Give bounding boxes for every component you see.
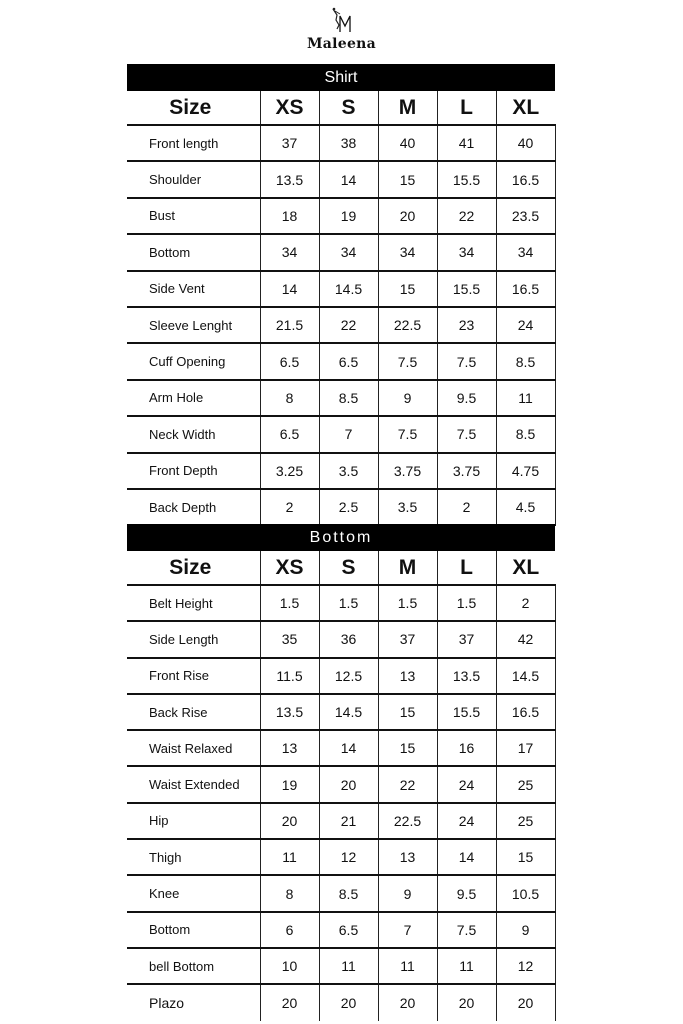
bottom-table-body [127,585,555,1021]
column-header: L [437,551,496,585]
measurement-value: 34 [378,234,437,270]
measurement-value: 17 [496,730,555,766]
measurement-value: 3.25 [260,453,319,489]
measurement-value: 8.5 [496,416,555,452]
measurement-value: 42 [496,621,555,657]
measurement-value: 9.5 [437,380,496,416]
measurement-value: 9 [496,912,555,948]
measurement-label: Hip [127,803,260,839]
measurement-value: 4.5 [496,489,555,525]
measurement-value: 22 [437,198,496,234]
table-row [127,948,555,984]
measurement-label: Neck Width [127,416,260,452]
measurement-value: 12.5 [319,658,378,694]
table-row [127,198,555,234]
column-header: L [437,91,496,125]
table-row [127,803,555,839]
table-row [127,453,555,489]
table-row [127,912,555,948]
measurement-value: 34 [319,234,378,270]
column-header: S [319,551,378,585]
measurement-value: 22.5 [378,307,437,343]
measurement-value: 12 [496,948,555,984]
measurement-value: 13.5 [260,161,319,197]
measurement-value: 34 [260,234,319,270]
measurement-label: Bottom [127,234,260,270]
measurement-value: 3.75 [437,453,496,489]
shirt-size-table [127,91,556,526]
measurement-value: 35 [260,621,319,657]
measurement-value: 40 [378,125,437,161]
table-row [127,839,555,875]
table-row [127,621,555,657]
measurement-value: 14 [437,839,496,875]
measurement-value: 22 [378,766,437,802]
measurement-value: 15 [496,839,555,875]
measurement-value: 15 [378,161,437,197]
table-header-row [127,551,555,585]
measurement-value: 8.5 [319,380,378,416]
table-row [127,766,555,802]
measurement-value: 11 [437,948,496,984]
table-row [127,658,555,694]
brand-name: Maleena [306,36,377,52]
measurement-label: Thigh [127,839,260,875]
shirt-table-body [127,125,555,525]
measurement-value: 9 [378,380,437,416]
measurement-label: Knee [127,875,260,911]
measurement-value: 15.5 [437,161,496,197]
measurement-value: 25 [496,766,555,802]
measurement-value: 7.5 [437,343,496,379]
table-row [127,343,555,379]
measurement-value: 1.5 [260,585,319,621]
column-header: XS [260,91,319,125]
table-row [127,730,555,766]
table-row [127,307,555,343]
table-row [127,380,555,416]
measurement-value: 37 [437,621,496,657]
measurement-value: 12 [319,839,378,875]
measurement-value: 1.5 [437,585,496,621]
measurement-label: bell Bottom [127,948,260,984]
measurement-value: 3.5 [319,453,378,489]
column-header: M [378,91,437,125]
measurement-label: Back Depth [127,489,260,525]
table-header-row [127,91,555,125]
measurement-value: 37 [260,125,319,161]
measurement-value: 15 [378,694,437,730]
measurement-value: 6.5 [260,343,319,379]
table-row [127,585,555,621]
measurement-value: 25 [496,803,555,839]
measurement-value: 20 [496,984,555,1020]
measurement-value: 24 [496,307,555,343]
measurement-value: 6 [260,912,319,948]
measurement-label: Front Depth [127,453,260,489]
table-row [127,694,555,730]
measurement-label: Belt Height [127,585,260,621]
column-header: XL [496,91,555,125]
measurement-value: 9.5 [437,875,496,911]
measurement-value: 2 [260,489,319,525]
measurement-value: 1.5 [319,585,378,621]
measurement-value: 20 [319,766,378,802]
measurement-value: 34 [496,234,555,270]
measurement-value: 41 [437,125,496,161]
measurement-value: 15.5 [437,694,496,730]
column-header: M [378,551,437,585]
column-header: Size [127,91,260,125]
measurement-value: 2 [496,585,555,621]
measurement-value: 10.5 [496,875,555,911]
measurement-value: 23.5 [496,198,555,234]
measurement-value: 14.5 [319,271,378,307]
column-header: XS [260,551,319,585]
measurement-value: 11.5 [260,658,319,694]
measurement-value: 7.5 [378,416,437,452]
measurement-value: 14 [319,730,378,766]
column-header: Size [127,551,260,585]
measurement-value: 11 [378,948,437,984]
measurement-value: 36 [319,621,378,657]
measurement-label: Side Vent [127,271,260,307]
measurement-value: 20 [437,984,496,1020]
measurement-value: 20 [378,198,437,234]
measurement-value: 22.5 [378,803,437,839]
measurement-value: 14 [319,161,378,197]
measurement-value: 22 [319,307,378,343]
measurement-value: 8.5 [496,343,555,379]
measurement-value: 20 [378,984,437,1020]
measurement-value: 8 [260,875,319,911]
table-row [127,416,555,452]
measurement-value: 21.5 [260,307,319,343]
measurement-value: 11 [319,948,378,984]
measurement-value: 13 [378,658,437,694]
measurement-value: 14 [260,271,319,307]
measurement-label: Waist Relaxed [127,730,260,766]
measurement-value: 21 [319,803,378,839]
measurement-value: 15.5 [437,271,496,307]
measurement-value: 18 [260,198,319,234]
measurement-value: 8 [260,380,319,416]
measurement-value: 13 [378,839,437,875]
measurement-value: 19 [260,766,319,802]
measurement-label: Front length [127,125,260,161]
measurement-value: 7 [319,416,378,452]
section-title: Shirt [127,64,555,91]
measurement-value: 13.5 [260,694,319,730]
column-header: XL [496,551,555,585]
bottom-size-section [127,524,555,1021]
measurement-value: 37 [378,621,437,657]
measurement-label: Cuff Opening [127,343,260,379]
measurement-value: 3.5 [378,489,437,525]
measurement-value: 16.5 [496,271,555,307]
table-row [127,161,555,197]
section-title: Bottom [127,524,555,551]
measurement-value: 16 [437,730,496,766]
measurement-label: Plazo [127,984,260,1020]
measurement-value: 20 [260,803,319,839]
measurement-value: 11 [260,839,319,875]
table-row [127,125,555,161]
measurement-value: 16.5 [496,161,555,197]
measurement-label: Front Rise [127,658,260,694]
measurement-value: 19 [319,198,378,234]
measurement-value: 13 [260,730,319,766]
measurement-value: 14.5 [496,658,555,694]
maleena-m-logo-icon [327,6,357,36]
measurement-label: Waist Extended [127,766,260,802]
table-row [127,875,555,911]
measurement-value: 6.5 [319,343,378,379]
measurement-label: Back Rise [127,694,260,730]
measurement-value: 23 [437,307,496,343]
measurement-value: 13.5 [437,658,496,694]
bottom-size-table [127,551,556,1021]
measurement-label: Sleeve Lenght [127,307,260,343]
measurement-value: 24 [437,803,496,839]
measurement-value: 15 [378,271,437,307]
measurement-value: 9 [378,875,437,911]
measurement-label: Shoulder [127,161,260,197]
measurement-value: 10 [260,948,319,984]
measurement-value: 20 [260,984,319,1020]
measurement-value: 34 [437,234,496,270]
table-row [127,984,555,1020]
measurement-label: Bust [127,198,260,234]
table-row [127,234,555,270]
column-header: S [319,91,378,125]
measurement-value: 40 [496,125,555,161]
measurement-label: Side Length [127,621,260,657]
measurement-value: 24 [437,766,496,802]
measurement-value: 6.5 [319,912,378,948]
measurement-value: 3.75 [378,453,437,489]
table-row [127,489,555,525]
measurement-value: 7.5 [437,912,496,948]
measurement-value: 2.5 [319,489,378,525]
measurement-value: 38 [319,125,378,161]
measurement-value: 7.5 [437,416,496,452]
measurement-value: 1.5 [378,585,437,621]
brand-header [0,6,683,52]
measurement-label: Bottom [127,912,260,948]
measurement-value: 6.5 [260,416,319,452]
measurement-value: 14.5 [319,694,378,730]
measurement-value: 2 [437,489,496,525]
measurement-value: 20 [319,984,378,1020]
measurement-value: 16.5 [496,694,555,730]
measurement-value: 7 [378,912,437,948]
measurement-value: 11 [496,380,555,416]
shirt-size-section [127,64,555,526]
measurement-value: 7.5 [378,343,437,379]
measurement-value: 8.5 [319,875,378,911]
measurement-value: 15 [378,730,437,766]
measurement-label: Arm Hole [127,380,260,416]
measurement-value: 4.75 [496,453,555,489]
table-row [127,271,555,307]
